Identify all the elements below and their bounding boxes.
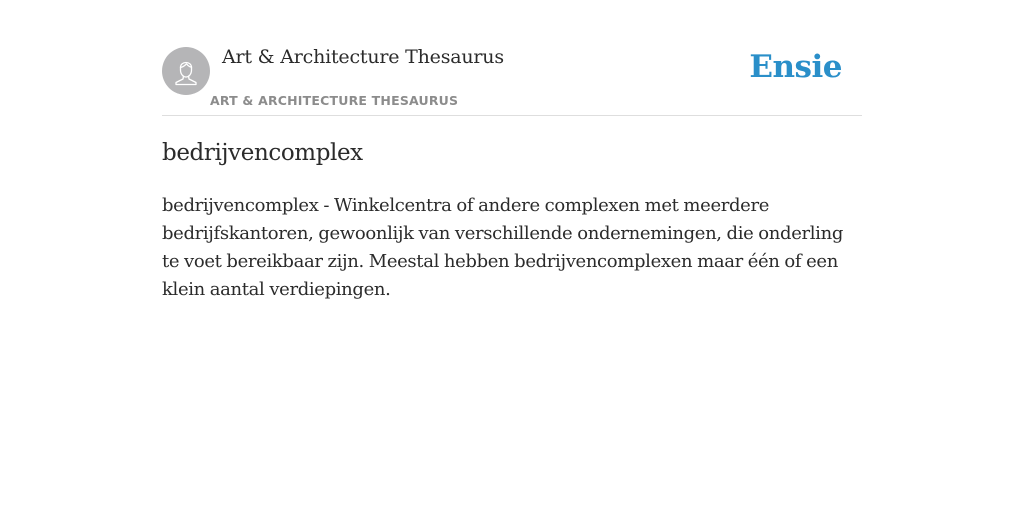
header — [162, 40, 862, 116]
term-title: bedrijvencomplex — [162, 140, 363, 166]
author-name[interactable]: Art & Architecture Thesaurus — [222, 46, 504, 68]
brand-logo[interactable]: Ensie — [749, 49, 842, 85]
user-silhouette-icon — [162, 47, 210, 95]
author-avatar[interactable] — [162, 47, 210, 95]
term-definition: bedrijvencomplex - Winkelcentra of andere complexen met meerdere bedrijfskantoren, gewoonlijk van verschillende ondernemingen, die onderling te voet bereikbaar zijn. Meestal hebben bedrijvencomplexen maar één of een klein aantal verdiepingen. — [162, 195, 843, 300]
author-subtitle[interactable]: ART & ARCHITECTURE THESAURUS — [210, 93, 459, 108]
